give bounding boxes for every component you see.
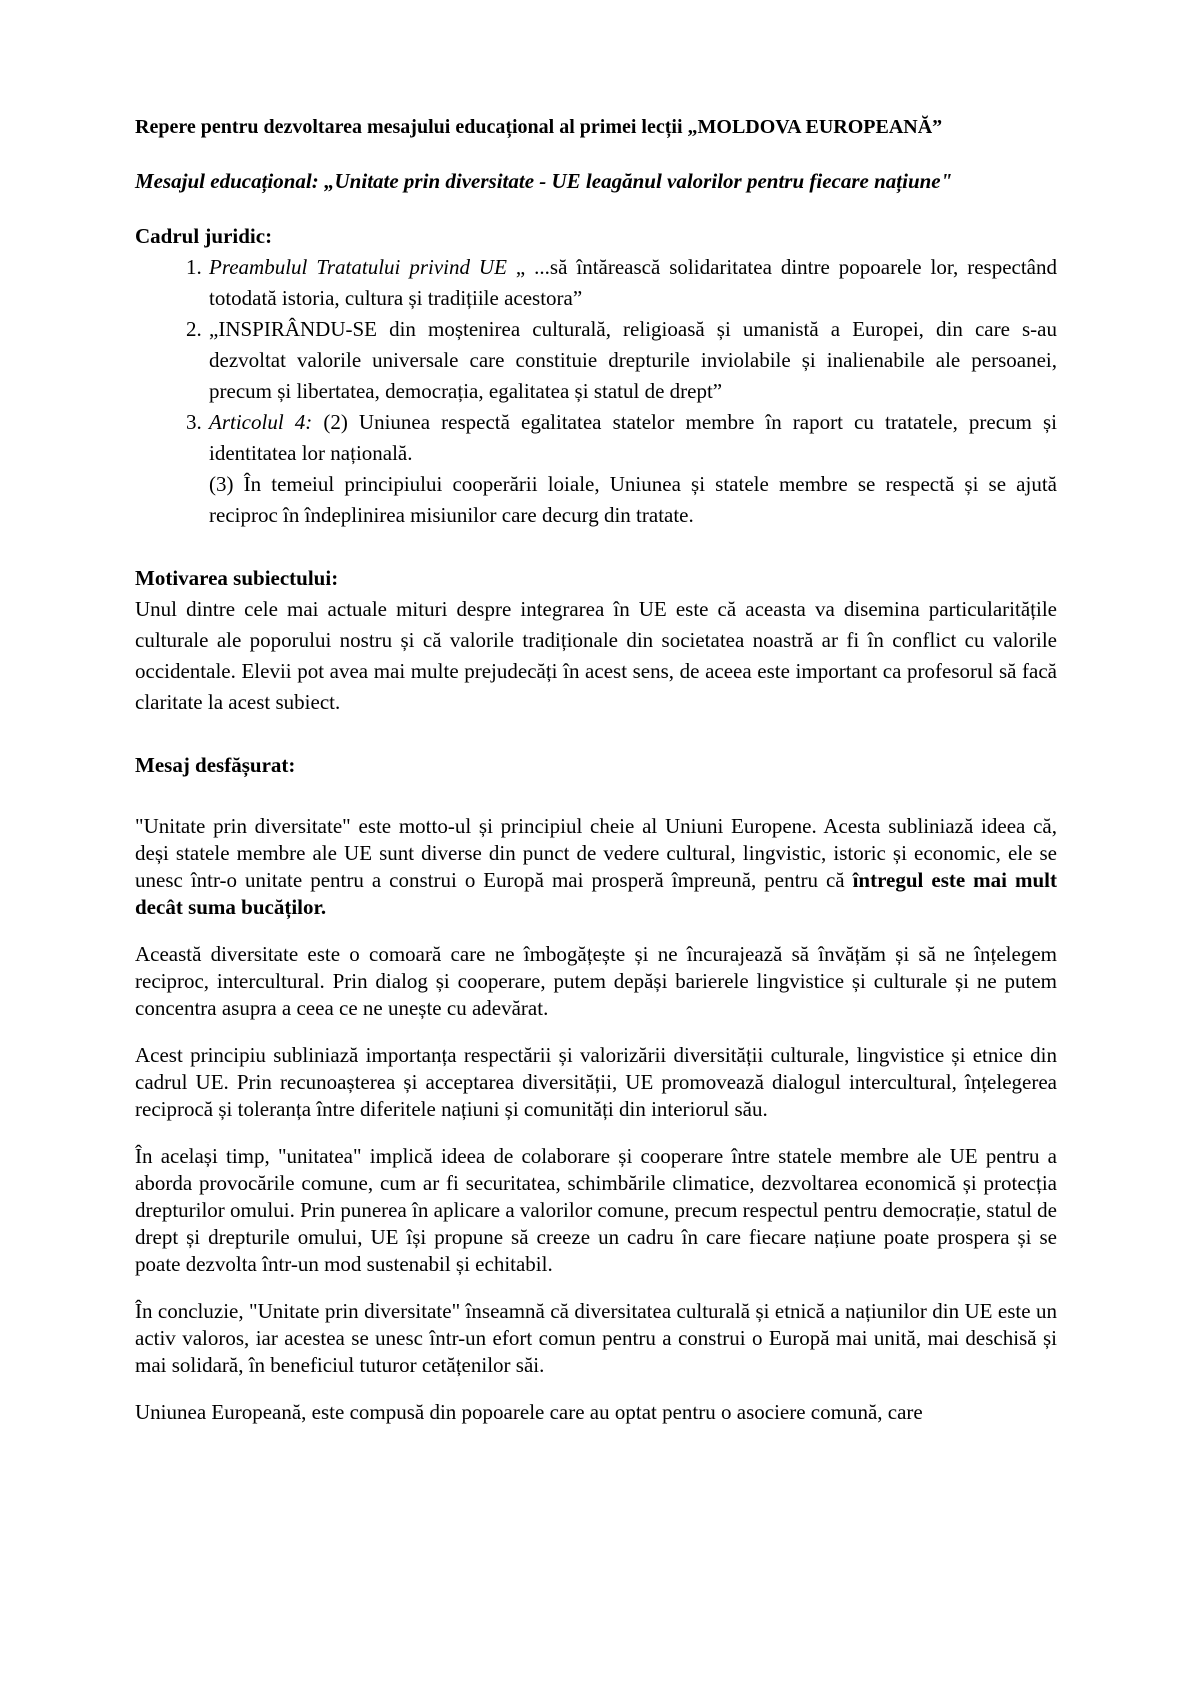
list-item xyxy=(207,314,1057,407)
paragraph-text: "Unitate prin diversitate" este motto-ul și principiul cheie al Uniuni Europene. Acesta subliniază ideea că, deși statele membre ale UE sunt diverse din punct de vedere cultural, lingvistic, istoric și economic, ele se unesc într-o unitate pentru a construi o Europă mai prosperă împreună, pentru că xyxy=(135,814,1057,892)
educational-message xyxy=(135,166,1057,197)
educational-message-label: Mesajul educațional: xyxy=(135,169,325,193)
article-ref: Articolul 4: xyxy=(209,410,313,434)
list-item xyxy=(207,252,1057,314)
list-item-text: (2) Uniunea respectă egalitatea statelor membre în raport cu tratatele, precum și identitatea lor națională. xyxy=(209,410,1057,465)
paragraph-bold-text: întregul este mai mult decât suma bucăților. xyxy=(135,868,1058,919)
paragraph: Această diversitate este o comoară care ne îmbogățește și ne încurajează să învățăm și să ne înțelegem reciproc, intercultural. Prin dialog și cooperare, putem depăși barierele lingvistice și culturale și ne putem concentra asupra a ceea ce ne unește cu adevărat. xyxy=(135,942,1057,1020)
paragraph: Uniunea Europeană, este compusă din popoarele care au optat pentru o asociere comună, care xyxy=(135,1400,923,1424)
paragraph: În concluzie, "Unitate prin diversitate" înseamnă că diversitatea culturală și etnică a națiunilor din UE este un activ valoros, iar acestea se unesc într-un efort comun pentru a construi o Europă mai unită, mai deschisă și mai solidară, în beneficiul tuturor cetățenilor săi. xyxy=(135,1299,1057,1377)
developed-message-title: Mesaj desfășurat: xyxy=(135,753,296,777)
paragraph: În același timp, "unitatea" implică ideea de colaborare și cooperare între statele membre ale UE pentru a aborda provocările comune, cum ar fi securitatea, schimbările climatice, dezvoltarea economică și protecția drepturilor omului. Prin punerea în aplicare a valorilor comune, precum respectul pentru democrație, statul de drept și drepturile omului, UE își propune să creeze un cadru în care fiecare națiune poate prospera și se poate dezvolta într-un mod sustenabil și echitabil. xyxy=(135,1144,1057,1276)
legal-framework-list xyxy=(135,252,1057,531)
list-item-text: „ ...să întărească solidaritatea dintre popoarele lor, respectând totodată istoria, cultura și tradițiile acestora” xyxy=(209,255,1058,310)
treaty-preamble-ref: Preambulul Tratatului privind UE xyxy=(209,255,507,279)
list-item xyxy=(207,407,1057,531)
paragraph: Acest principiu subliniază importanța respectării și valorizării diversității culturale, lingvistice și etnice din cadrul UE. Prin recunoașterea și acceptarea diversității, UE promovează dialogul intercultural, înțelegerea reciprocă și toleranța între diferitele națiuni și comunități din interiorul său. xyxy=(135,1043,1057,1121)
educational-message-text: „Unitate prin diversitate - UE leagănul valorilor pentru fiecare națiune" xyxy=(324,169,953,193)
list-item-text: „INSPIRÂNDU-SE din moștenirea culturală, religioasă și umanistă a Europei, din care s-au dezvoltat valorile universale care constituie drepturile inviolabile și inalienabile ale persoanei, precum și libertatea, democrația, egalitatea și statul de drept” xyxy=(209,317,1057,403)
legal-framework-title: Cadrul juridic: xyxy=(135,224,273,248)
paragraph xyxy=(135,813,1057,921)
list-item-text: (3) În temeiul principiului cooperării loiale, Uniunea și statele membre se respectă și se ajută reciproc în îndeplinirea misiunilor care decurg din tratate. xyxy=(209,472,1057,527)
motivation-paragraph: Unul dintre cele mai actuale mituri despre integrarea în UE este că aceasta va disemina particularitățile culturale ale poporului nostru și că valorile tradiționale din societatea noastră ar fi în conflict cu valorile occidentale. Elevii pot avea mai multe prejudecăți în acest sens, de aceea este important ca profesorul să facă claritate la acest subiect. xyxy=(135,597,1057,714)
document-page xyxy=(135,112,1057,1426)
motivation-title: Motivarea subiectului: xyxy=(135,566,339,590)
document-title: Repere pentru dezvoltarea mesajului educațional al primei lecții „MOLDOVA EUROPEANĂ” xyxy=(135,116,943,138)
